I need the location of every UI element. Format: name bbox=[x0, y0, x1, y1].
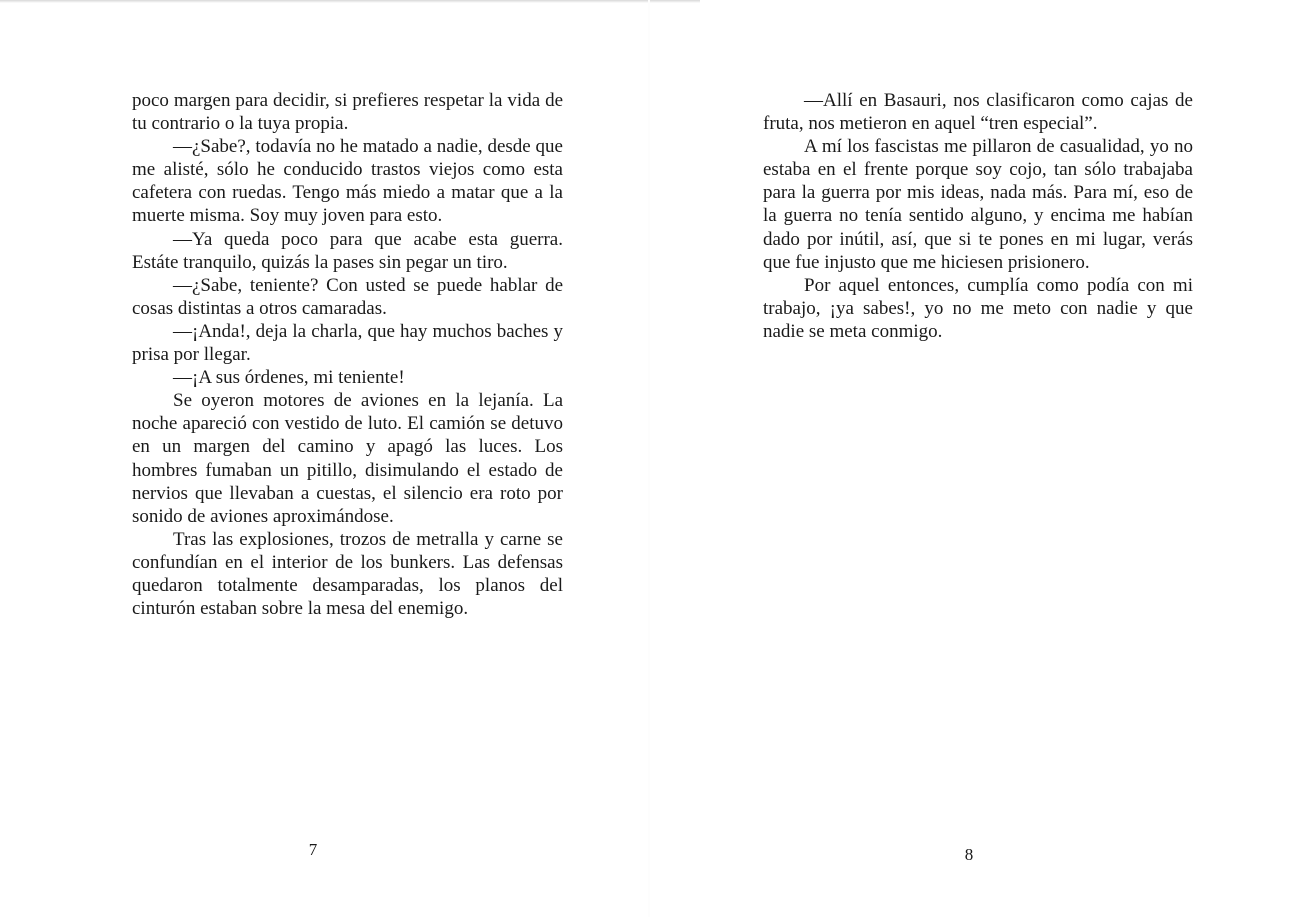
right-page-text bbox=[763, 89, 1193, 343]
paragraph: Por aquel entonces, cumplía como podía con mi trabajo, ¡ya sabes!, yo no me meto con nadie y que nadie se meta conmigo. bbox=[763, 274, 1193, 342]
paragraph: poco margen para decidir, si prefieres respetar la vida de tu contrario o la tuya propia. bbox=[132, 90, 563, 135]
paragraph: Tras las explosiones, trozos de metralla y carne se confundían en el interior de los bunkers. Las defensas quedaron totalmente desamparadas, los planos del cinturón estaban sobre la mesa del enemigo. bbox=[132, 528, 563, 620]
left-page-text bbox=[132, 89, 563, 620]
paragraph: A mí los fascistas me pillaron de casualidad, yo no estaba en el frente porque soy cojo, tan sólo trabajaba para la guerra por mis ideas, nada más. Para mí, eso de la guerra no tenía sentido alguno, y encima me habían dado por inútil, así, que si te pones en mi lugar, verás que fue injusto que me hiciesen prisionero. bbox=[763, 136, 1193, 273]
paragraph: —¿Sabe, teniente? Con usted se puede hablar de cosas distintas a otros camaradas. bbox=[132, 274, 563, 319]
paragraph: —Ya queda poco para que acabe esta guerra. Estáte tranquilo, quizás la pases sin pegar un tiro. bbox=[132, 228, 563, 273]
paragraph: —Allí en Basauri, nos clasificaron como cajas de fruta, nos metieron en aquel “tren especial”. bbox=[763, 90, 1193, 135]
paragraph: —¿Sabe?, todavía no he matado a nadie, desde que me alisté, sólo he conducido trastos viejos como esta cafetera con ruedas. Tengo más miedo a matar que a la muerte misma. Soy muy joven para esto. bbox=[132, 136, 563, 227]
paragraph: Se oyeron motores de aviones en la lejanía. La noche apareció con vestido de luto. El camión se detuvo en un margen del camino y apagó las luces. Los hombres fumaban un pitillo, disimulando el estado de nervios que llevaban a cuestas, el silencio era roto por sonido de aviones aproximándose. bbox=[132, 390, 563, 527]
paragraph: —¡A sus órdenes, mi teniente! bbox=[173, 367, 405, 389]
page-number-left: 7 bbox=[308, 840, 318, 859]
page-number-right: 8 bbox=[964, 845, 974, 864]
paragraph: —¡Anda!, deja la charla, que hay muchos baches y prisa por llegar. bbox=[132, 320, 563, 366]
right-page bbox=[649, 0, 1298, 917]
